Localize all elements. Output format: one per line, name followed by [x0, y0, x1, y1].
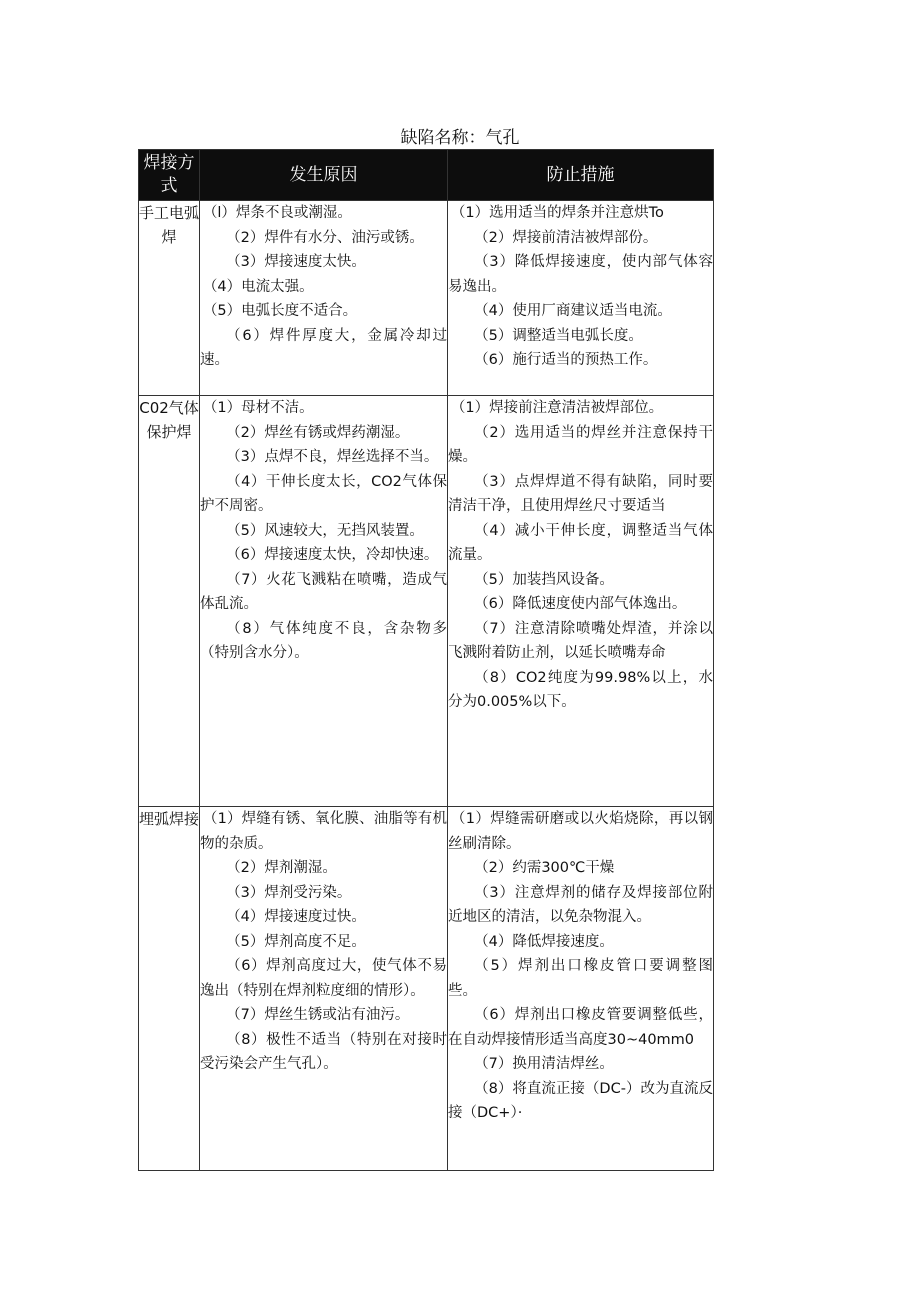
cause-item: （7）火花飞溅粘在喷嘴，造成气体乱流。 [200, 571, 447, 612]
measure-item: （2）焊接前清洁被焊部份。 [474, 229, 658, 246]
measure-item: （3）降低焊接速度，使内部气体容易逸出。 [448, 254, 713, 295]
cause-item: （7）焊丝生锈或沾有油污。 [226, 1007, 410, 1023]
measure-item: （4）降低焊接速度。 [474, 933, 614, 950]
welding-method-cell: 埋弧焊接 [139, 807, 200, 1171]
cause-item: （4）干伸长度太长，CO2气体保护不周密。 [200, 473, 447, 514]
measure-item: （7）注意清除喷嘴处焊渣，并涂以飞溅附着防止剂，以延长喷嘴寿命 [448, 620, 713, 661]
cause-item: （3）焊接速度太快。 [226, 254, 366, 270]
measure-item: （3）注意焊剂的储存及焊接部位附近地区的清洁，以免杂物混入。 [448, 884, 713, 925]
measure-item: （6）降低速度使内部气体逸出。 [474, 596, 687, 612]
table-row [139, 396, 714, 807]
table-row [139, 807, 714, 1171]
header-prevention: 防止措施 [448, 150, 714, 201]
measure-item: （7）换用清洁焊丝。 [474, 1056, 614, 1072]
measure-item: （5）加装挡风设备。 [474, 571, 614, 588]
cause-item: （l）焊条不良或潮湿。 [202, 205, 352, 221]
cause-item: （4）电流太强。 [202, 278, 314, 295]
causes-cell [200, 201, 448, 396]
cause-item: （8）极性不适当（特别在对接时受污染会产生气孔）。 [200, 1031, 447, 1072]
measure-item: （6）施行适当的预热工作。 [474, 352, 658, 368]
defect-table [138, 149, 714, 1171]
measure-item: （1）选用适当的焊条并注意烘To [450, 205, 664, 221]
measure-item: （8）CO2纯度为99.98%以上，水分为0.005%以下。 [448, 669, 713, 710]
cause-item: （3）焊剂受污染。 [226, 884, 352, 901]
cause-item: （2）焊丝有锈或焊药潮湿。 [226, 424, 410, 441]
measure-item: （4）使用厂商建议适当电流。 [474, 303, 672, 319]
header-causes: 发生原因 [200, 150, 448, 201]
cause-item: （3）点焊不良，焊丝选择不当。 [226, 449, 439, 465]
cause-item: （4）焊接速度过快。 [226, 909, 366, 925]
cause-item: （5）电弧长度不适合。 [202, 303, 358, 319]
cause-item: （1）母材不洁。 [202, 400, 314, 416]
measure-item: （5）焊剂出口橡皮管口要调整图些。 [448, 958, 713, 999]
header-welding-method: 焊接方式 [139, 150, 200, 201]
cause-item: （5）风速较大，无挡风装置。 [226, 522, 424, 539]
table-header [139, 150, 714, 201]
measure-item: （1）焊缝需研磨或以火焰烧除，再以钢丝刷清除。 [448, 811, 713, 852]
table-row [139, 201, 714, 396]
measures-cell [448, 396, 714, 807]
causes-cell [200, 807, 448, 1171]
cause-item: （2）焊剂潮湿。 [226, 860, 337, 876]
cause-item: （6）焊件厚度大，金属冷却过速。 [200, 327, 447, 368]
welding-method-cell: C02气体保护焊 [139, 396, 200, 807]
measures-cell [448, 807, 714, 1171]
cause-item: （1）焊缝有锈、氧化膜、油脂等有机物的杂质。 [200, 811, 447, 852]
measure-item: （3）点焊焊道不得有缺陷，同时要清洁干净，且使用焊丝尺寸要适当 [448, 473, 713, 514]
measures-cell [448, 201, 714, 396]
cause-item: （6）焊接速度太快，冷却快速。 [226, 547, 439, 563]
causes-cell [200, 396, 448, 807]
cause-item: （5）焊剂高度不足。 [226, 933, 366, 950]
measure-item: （1）焊接前注意清洁被焊部位。 [450, 400, 664, 416]
welding-method-cell: 手工电弧焊 [139, 201, 200, 396]
measure-item: （2）约需300℃干燥 [474, 860, 615, 876]
measure-item: （5）调整适当电弧长度。 [474, 327, 643, 344]
cause-item: （8）气体纯度不良，含杂物多（特别含水分）。 [200, 620, 447, 661]
measure-item: （4）减小干伸长度，调整适当气体流量。 [448, 522, 713, 563]
measure-item: （8）将直流正接（DC-）改为直流反接（DC+）· [448, 1080, 713, 1121]
page-title: 缺陷名称：气孔 [400, 128, 520, 148]
measure-item: （6）焊剂出口橡皮管要调整低些，在自动焊接情形适当高度30~40mm0 [448, 1007, 713, 1048]
cause-item: （2）焊件有水分、油污或锈。 [226, 229, 424, 246]
cause-item: （6）焊剂高度过大，使气体不易逸出（特别在焊剂粒度细的情形）。 [200, 958, 447, 999]
measure-item: （2）选用适当的焊丝并注意保持干燥。 [448, 424, 713, 465]
